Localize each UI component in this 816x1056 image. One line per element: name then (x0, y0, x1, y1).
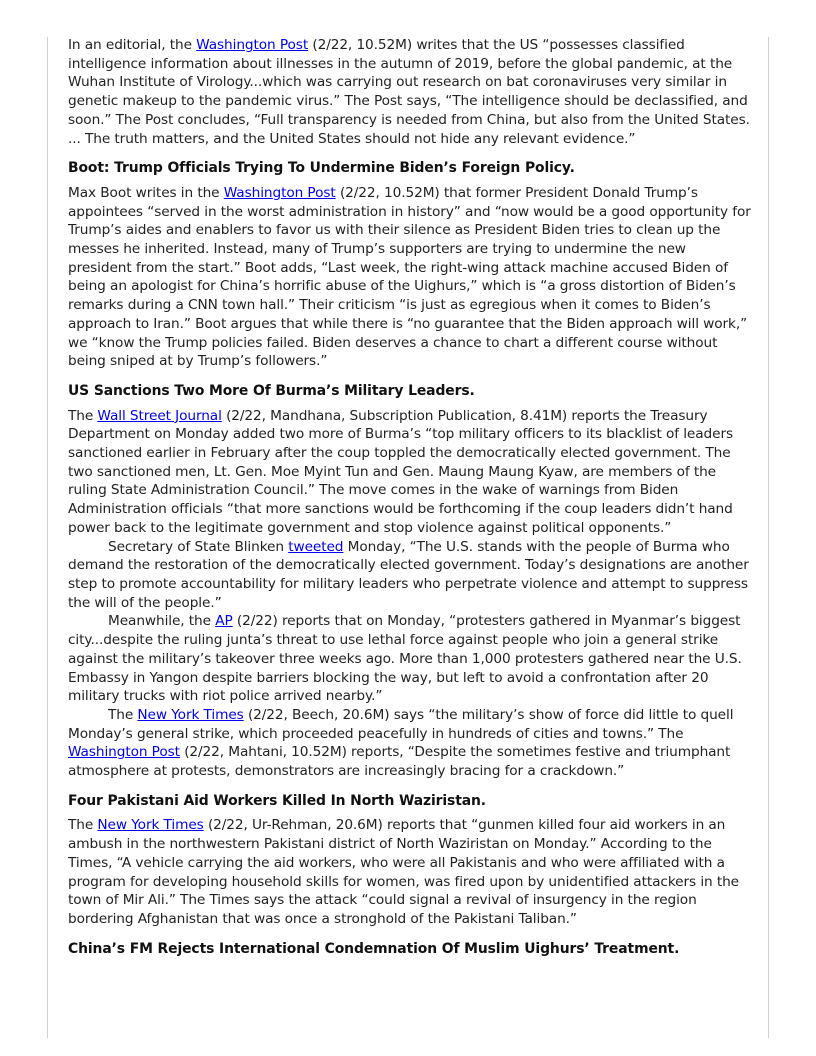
washington-post-link[interactable]: Washington Post (196, 37, 309, 53)
text: (2/22, 10.52M) that former President Donald Trump’s appointees “served in the worst administration in history” and “now would be a good opportunity for Trump’s aides and enablers to favor us with their silence as President Biden tries to clean up the messes he inherited. Instead, many of Trump’s supporters are trying to undermine the new president from the start.” Boot adds, “Last week, the right-wing attack machine accused Biden of being an apologist for China’s horrific abuse of the Uighurs,” which is “a gross distortion of Biden’s remarks during a CNN town hall.” Their criticism “is just as egregious when it comes to Biden’s approach to Iran.” Boot argues that while there is “no guarantee that the Biden approach will work,” we “know the Trump policies failed. Biden deserves a chance to chart a different course without being sniped at by Trump’s followers.” (68, 184, 751, 370)
text: Secretary of State Blinken (108, 538, 289, 555)
right-border (768, 37, 769, 1038)
new-york-times-link[interactable]: New York Times (137, 706, 244, 723)
paragraph-boot (68, 184, 752, 371)
headline-china-fm: China’s FM Rejects International Condemnation Of Muslim Uighurs’ Treatment. (68, 940, 680, 957)
text: In an editorial, the (68, 37, 197, 53)
washington-post-link[interactable]: Washington Post (68, 744, 180, 761)
text: (2/22, Beech, 20.6M) says “the military’s show of force did little to quell Monday’s general strike, which proceeded peacefully in hundreds of cities and towns.” The (68, 706, 734, 742)
headline-burma-sanctions: US Sanctions Two More Of Burma’s Military Leaders. (68, 382, 475, 399)
paragraph-nyt-burma (68, 706, 752, 781)
text: The (108, 706, 138, 723)
text: The (68, 817, 98, 834)
washington-post-link[interactable]: Washington Post (223, 184, 336, 201)
text: Max Boot writes in the (68, 184, 224, 201)
text: (2/22, Ur-Rehman, 20.6M) reports that “gunmen killed four aid workers in an ambush in the northwestern Pakistani district of North Waziristan on Monday.” According to the Times, “A vehicle carrying the aid workers, who were all Pakistanis and who were affiliated with a program for developing household skills for women, was fired upon by unidentified attackers in the town of Mir Ali.” The Times says the attack “could signal a revival of insurgency in the region bordering Afghanistan that was once a stronghold of the Pakistani Taliban.” (68, 817, 740, 927)
text: The (68, 407, 98, 424)
text: (2/22, Mandhana, Subscription Publication, 8.41M) reports the Treasury Department on Monday added two more of Burma’s “top military officers to its blacklist of leaders sanctioned earlier in February after the coup toppled the democratically elected government. The two sanctioned men, Lt. Gen. Moe Myint Tun and Gen. Maung Maung Kyaw, are members of the ruling State Administration Council.” The move comes in the wake of warnings from Biden Administration officials “that more sanctions would be forthcoming if the coup leaders didn’t hand power back to the legitimate government and stop violence against political opponents.” (68, 407, 733, 536)
new-york-times-link[interactable]: New York Times (97, 817, 204, 834)
text: Monday, “The U.S. stands with the people of Burma who demand the restoration of the democratically elected government. Today’s designations are another step to promote accountability for military leaders who perpetrate violence and attempt to suppress the will of the people.” (68, 538, 749, 611)
paragraph-blinken (68, 538, 752, 613)
text: Meanwhile, the (108, 613, 216, 630)
text: (2/22) reports that on Monday, “protesters gathered in Myanmar’s biggest city...despite the ruling junta’s threat to use lethal force against people who join a general strike against the military’s takeover three weeks ago. More than 1,000 protesters gathered near the U.S. Embassy in Yangon despite barriers blocking the way, but left to avoid a confrontation after 20 military trucks with riot police arrived nearby.” (68, 613, 742, 705)
tweeted-link[interactable]: tweeted (288, 538, 344, 555)
left-border (47, 37, 48, 1038)
newsletter-body (68, 36, 752, 964)
paragraph-ap (68, 612, 752, 706)
wall-street-journal-link[interactable]: Wall Street Journal (97, 407, 222, 424)
headline-pakistan: Four Pakistani Aid Workers Killed In North Waziristan. (68, 792, 486, 809)
text: (2/22, Mahtani, 10.52M) reports, “Despite the sometimes festive and triumphant atmosphere at protests, demonstrators are increasingly bracing for a crackdown.” (68, 744, 731, 780)
paragraph-post-editorial (68, 36, 752, 148)
paragraph-wsj (68, 407, 752, 538)
headline-boot: Boot: Trump Officials Trying To Undermine Biden’s Foreign Policy. (68, 160, 575, 177)
ap-link[interactable]: AP (215, 613, 233, 630)
paragraph-nyt-pakistan (68, 816, 752, 928)
text: (2/22, 10.52M) writes that the US “possesses classified intelligence information about illnesses in the autumn of 2019, before the global pandemic, at the Wuhan Institute of Virology...which was carrying out research on bat coronaviruses very similar in genetic makeup to the pandemic virus.” The Post says, “The intelligence should be declassified, and soon.” The Post concludes, “Full transparency is needed from China, but also from the United States. ... The truth matters, and the United States should not hide any relevant evidence.” (68, 37, 750, 147)
